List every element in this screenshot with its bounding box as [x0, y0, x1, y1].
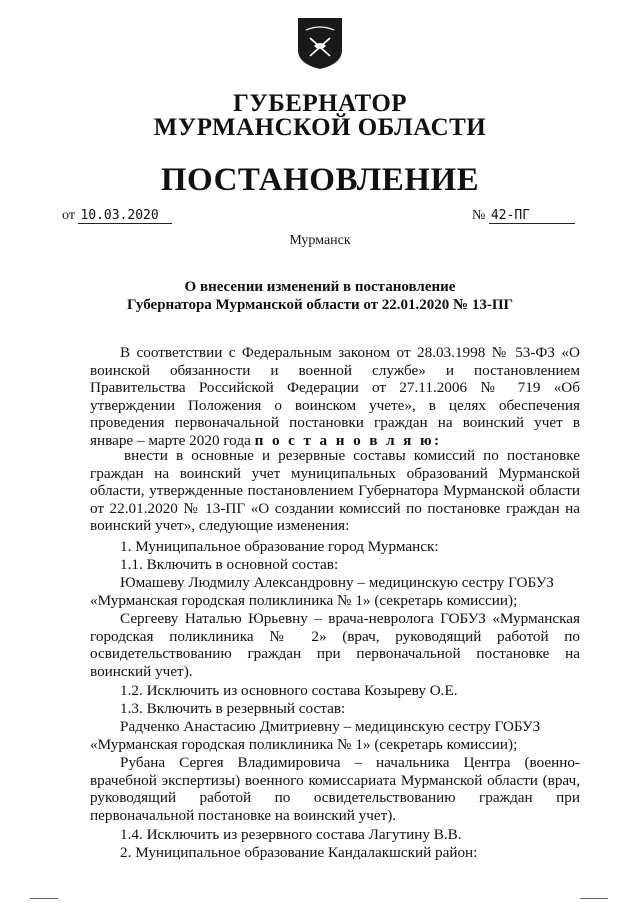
- item-1-1: 1.1. Включить в основной состав:: [120, 556, 339, 573]
- number-value: 42-ПГ: [489, 208, 575, 224]
- document-date: [62, 208, 172, 224]
- item-1-3: 1.3. Включить в резервный состав:: [120, 700, 346, 717]
- preamble-text: В соответствии с Федеральным законом от 28.03.1998 № 53-ФЗ «О воинской обязанности и военной службе» и постановлением Правительства Российской Федерации от 27.11.2006 № 719 «Об утверждении Положения о воинском учете», в целях обеспечения проведения первоначальной постановки граждан на воинский учет в январе – марте 2020 года: [90, 344, 580, 449]
- item-1: 1. Муниципальное образование город Мурманск:: [120, 538, 439, 555]
- page-edge-mark-left: [30, 898, 58, 899]
- date-value: 10.03.2020: [78, 208, 172, 224]
- person-1-line-b: «Мурманская городская поликлиника № 1» (секретарь комиссии);: [90, 592, 518, 609]
- person-2-paragraph: Сергееву Наталью Юрьевну – врача-невролога ГОБУЗ «Мурманская городская поликлиника № 2» (врач, руководящий работой по освидетельствованию граждан при первоначальной постановке на воинский учет).: [90, 610, 580, 680]
- item-1-4: 1.4. Исключить из резервного состава Лагутину В.В.: [120, 826, 462, 843]
- document-subject: [0, 278, 640, 314]
- subject-line-2: Губернатора Мурманской области от 22.01.2020 № 13-ПГ: [126, 297, 514, 313]
- intro-paragraph: внести в основные и резервные составы комиссий по постановке граждан на воинский учет муниципальных образований Мурманской области, утвержденные постановлением Губернатора Мурманской области от 22.01.2020 № 13-ПГ «О создании комиссий по постановке граждан на воинский учет», следующие изменения:: [90, 447, 580, 535]
- coat-of-arms-icon: [296, 16, 344, 70]
- person-3-line-a: Радченко Анастасию Дмитриевну – медицинскую сестру ГОБУЗ: [120, 718, 541, 735]
- document-type: ПОСТАНОВЛЕНИЕ: [160, 162, 480, 198]
- person-1-line-a: Юмашеву Людмилу Александровну – медицинскую сестру ГОБУЗ: [120, 574, 554, 591]
- document-number: [472, 208, 575, 224]
- item-2: 2. Муниципальное образование Кандалакшский район:: [120, 844, 478, 861]
- preamble-paragraph: [90, 344, 580, 450]
- date-prefix: от: [62, 208, 75, 223]
- page-edge-mark-right: [580, 898, 608, 899]
- person-3-line-b: «Мурманская городская поликлиника № 1» (секретарь комиссии);: [90, 736, 518, 753]
- decree-word: п о с т а н о в л я ю:: [254, 431, 442, 449]
- issuer-region: МУРМАНСКОЙ ОБЛАСТИ: [153, 114, 487, 141]
- city-name: Мурманск: [289, 233, 351, 248]
- issuer-title: ГУБЕРНАТОР: [232, 90, 408, 117]
- subject-line-1: О внесении изменений в постановление: [184, 279, 456, 295]
- number-prefix: №: [472, 208, 486, 223]
- person-4-paragraph: Рубана Сергея Владимировича – начальника Центра (военно-врачебной экспертизы) военного комиссариата Мурманской области (врач, руководящий работой по освидетельствованию граждан при первоначальной постановке на воинский учет).: [90, 754, 580, 824]
- item-1-2: 1.2. Исключить из основного состава Козыреву О.Е.: [120, 682, 458, 699]
